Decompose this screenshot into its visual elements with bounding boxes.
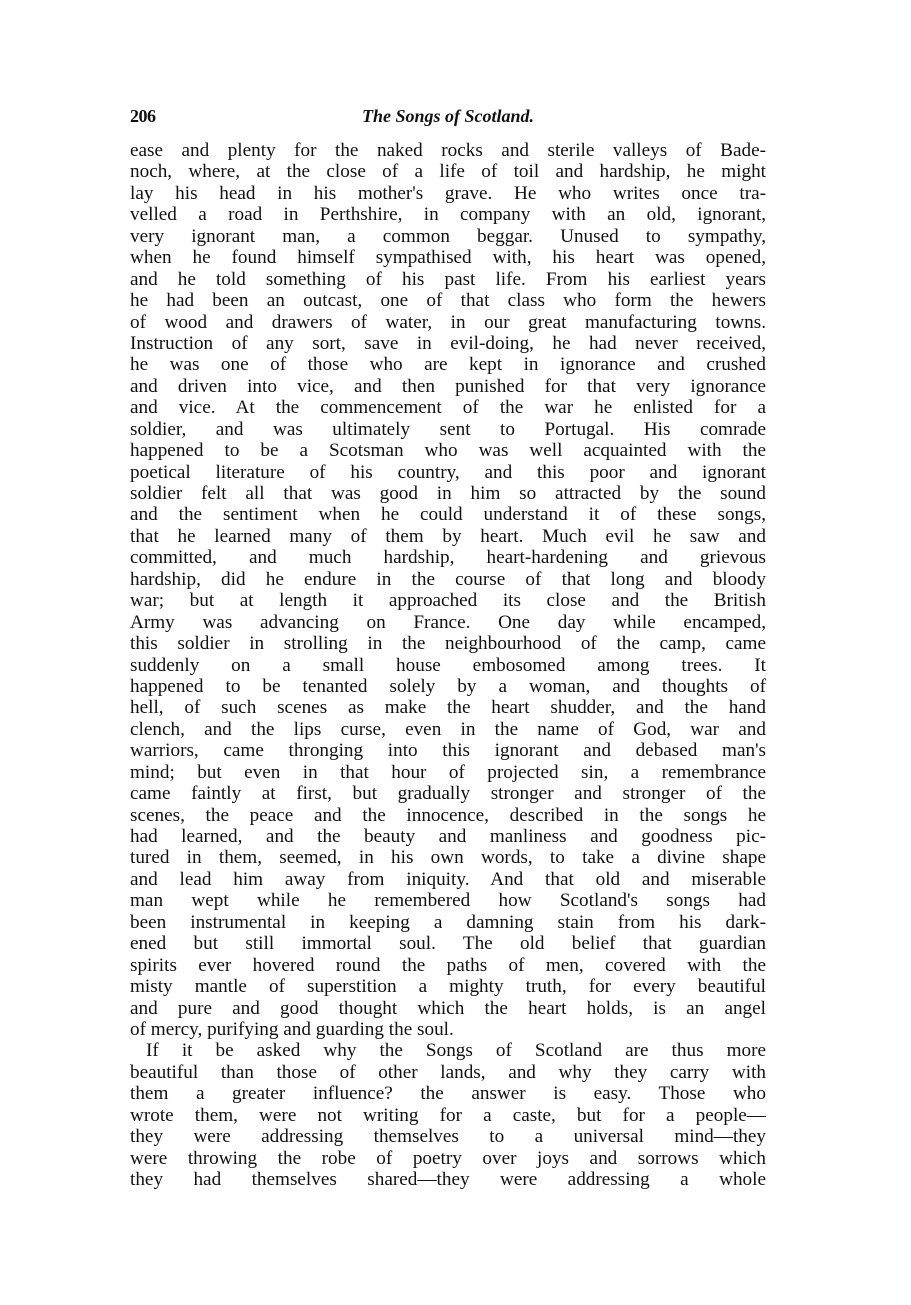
running-title: The Songs of Scotland. bbox=[361, 106, 535, 126]
text-line: lay his head in his mother's grave. He who writes once tra- bbox=[130, 182, 766, 204]
text-line: and he told something of his past life. From his earliest years bbox=[130, 268, 766, 290]
text-line: beautiful than those of other lands, and why they carry with bbox=[130, 1061, 766, 1083]
text-line: of mercy, purifying and guarding the soul. bbox=[130, 1018, 454, 1040]
text-line: suddenly on a small house embosomed among trees. It bbox=[130, 654, 766, 676]
text-line: that he learned many of them by heart. Much evil he saw and bbox=[130, 525, 766, 547]
body-text bbox=[130, 140, 766, 1190]
text-line: soldier, and was ultimately sent to Portugal. His comrade bbox=[130, 418, 766, 440]
text-line: and driven into vice, and then punished for that very ignorance bbox=[130, 375, 766, 397]
running-head bbox=[130, 104, 766, 134]
text-line: them a greater influence? the answer is easy. Those who bbox=[130, 1083, 766, 1105]
text-line: came faintly at first, but gradually stronger and stronger of the bbox=[130, 783, 766, 805]
text-line: committed, and much hardship, heart-hardening and grievous bbox=[130, 547, 766, 569]
text-line: Army was advancing on France. One day while encamped, bbox=[130, 611, 766, 633]
text-line: poetical literature of his country, and this poor and ignorant bbox=[130, 461, 766, 483]
text-line: scenes, the peace and the innocence, described in the songs he bbox=[130, 804, 766, 826]
text-line: and vice. At the commencement of the war he enlisted for a bbox=[130, 397, 766, 419]
text-line: spirits ever hovered round the paths of men, covered with the bbox=[130, 954, 766, 976]
text-line: happened to be a Scotsman who was well acquainted with the bbox=[130, 440, 766, 462]
text-line: had learned, and the beauty and manliness and goodness pic- bbox=[130, 826, 766, 847]
text-line: he was one of those who are kept in ignorance and crushed bbox=[130, 354, 766, 376]
paragraph-2 bbox=[130, 1040, 766, 1190]
paragraph-1 bbox=[130, 140, 766, 1040]
text-line: misty mantle of superstition a mighty truth, for every beautiful bbox=[130, 976, 766, 998]
text-line: wrote them, were not writing for a caste, but for a people— bbox=[130, 1104, 766, 1126]
text-line: man wept while he remembered how Scotland's songs had bbox=[130, 890, 766, 912]
page-number: 206 bbox=[130, 106, 156, 126]
text-line: happened to be tenanted solely by a woman, and thoughts of bbox=[130, 675, 766, 697]
text-line: they had themselves shared—they were addressing a whole bbox=[130, 1169, 766, 1190]
text-line: velled a road in Perthshire, in company with an old, ignorant, bbox=[130, 204, 766, 226]
text-line: tured in them, seemed, in his own words, to take a divine shape bbox=[130, 847, 766, 869]
text-line: and the sentiment when he could understand it of these songs, bbox=[130, 504, 766, 526]
text-line: this soldier in strolling in the neighbourhood of the camp, came bbox=[130, 633, 766, 655]
text-line: and lead him away from iniquity. And that old and miserable bbox=[130, 868, 766, 890]
text-line: when he found himself sympathised with, his heart was opened, bbox=[130, 247, 766, 269]
text-line: Instruction of any sort, save in evil-doing, he had never received, bbox=[130, 332, 766, 354]
text-line: hardship, did he endure in the course of that long and bloody bbox=[130, 568, 766, 590]
text-line: ened but still immortal soul. The old belief that guardian bbox=[130, 933, 766, 955]
text-line: warriors, came thronging into this ignorant and debased man's bbox=[130, 740, 766, 762]
text-line: war; but at length it approached its close and the British bbox=[130, 590, 766, 612]
text-line: and pure and good thought which the heart holds, is an angel bbox=[130, 997, 766, 1019]
text-line: were throwing the robe of poetry over joys and sorrows which bbox=[130, 1147, 766, 1169]
text-line: If it be asked why the Songs of Scotland are thus more bbox=[146, 1040, 766, 1062]
text-line: mind; but even in that hour of projected sin, a remembrance bbox=[130, 761, 766, 783]
text-line: very ignorant man, a common beggar. Unused to sympathy, bbox=[130, 225, 766, 247]
text-line: they were addressing themselves to a universal mind—they bbox=[130, 1126, 766, 1148]
text-line: of wood and drawers of water, in our great manufacturing towns. bbox=[130, 311, 766, 333]
book-page bbox=[130, 104, 766, 1190]
text-line: hell, of such scenes as make the heart shudder, and the hand bbox=[130, 697, 766, 719]
text-line: clench, and the lips curse, even in the name of God, war and bbox=[130, 718, 766, 740]
text-line: ease and plenty for the naked rocks and sterile valleys of Bade- bbox=[130, 140, 766, 161]
text-line: noch, where, at the close of a life of toil and hardship, he might bbox=[130, 161, 766, 183]
text-line: been instrumental in keeping a damning stain from his dark- bbox=[130, 911, 766, 933]
text-line: soldier felt all that was good in him so attracted by the sound bbox=[130, 483, 766, 504]
text-line: he had been an outcast, one of that class who form the hewers bbox=[130, 290, 766, 312]
